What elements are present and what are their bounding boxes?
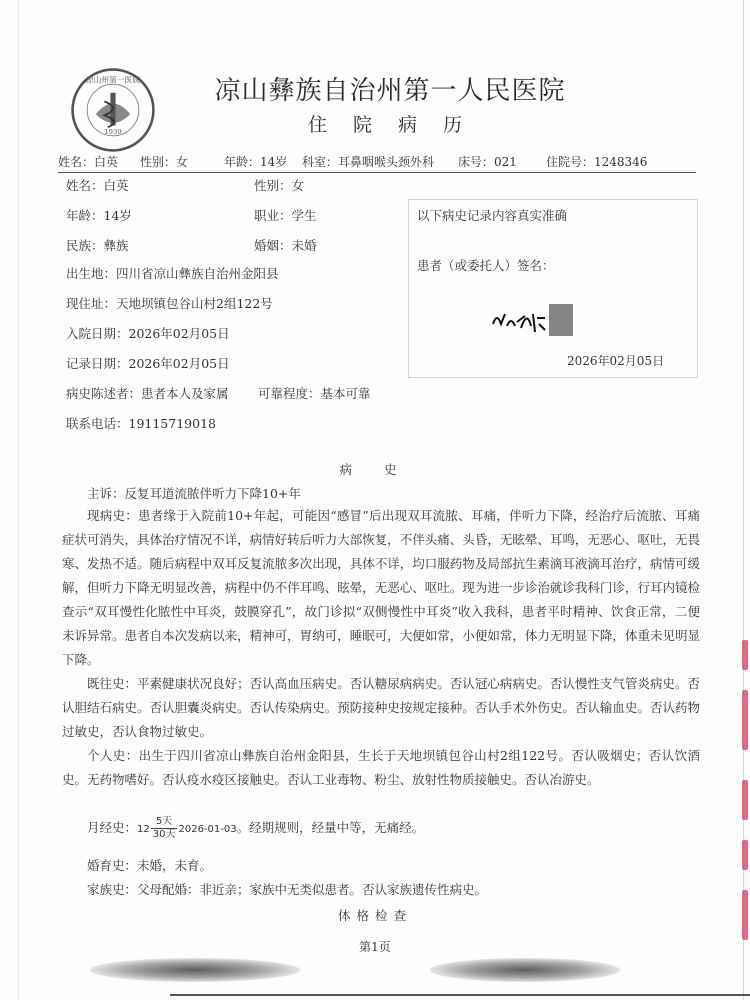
header-bed: 床号：021 — [458, 155, 517, 169]
chief-complaint: 主诉：反复耳道流脓伴听力下降10+年 — [87, 486, 301, 501]
info-marital: 婚姻：未婚 — [254, 238, 317, 253]
header-department: 科室：耳鼻咽喉头颈外科 — [302, 155, 435, 169]
info-age: 年龄：14岁 — [66, 208, 132, 223]
signature-date: 2026年02月05日 — [567, 354, 665, 368]
patient-signature — [491, 302, 581, 338]
patient-header-row — [58, 153, 696, 173]
page-bottom-edge — [170, 994, 750, 996]
svg-text:凉山州第一医院: 凉山州第一医院 — [85, 75, 141, 85]
info-birthplace: 出生地：四川省凉山彝族自治州金阳县 — [66, 266, 279, 281]
menstrual-duration: 5天 — [151, 816, 178, 829]
header-name: 姓名：白英 — [58, 155, 119, 169]
menarche-age: 12 — [137, 824, 150, 835]
signature-label: 患者（或委托人）签名： — [417, 258, 555, 273]
info-address: 现住址：天地坝镇包谷山村2组122号 — [66, 296, 273, 311]
menstrual-history — [87, 816, 424, 841]
header-age: 年龄：14岁 — [224, 155, 288, 169]
info-phone: 联系电话：19115719018 — [66, 416, 216, 431]
hospital-logo — [70, 67, 156, 153]
info-gender: 性别：女 — [254, 178, 305, 193]
red-stamp-mark — [742, 690, 748, 750]
signature-box — [408, 199, 698, 378]
marriage-history: 婚育史：未婚，未育。 — [87, 858, 213, 873]
page-left-edge — [18, 0, 19, 1000]
menstrual-label: 月经史： — [87, 820, 138, 835]
scan-smudge-left — [90, 958, 300, 982]
info-name: 姓名：白英 — [66, 178, 129, 193]
red-stamp-mark — [742, 640, 748, 670]
hospital-name: 凉山彝族自治州第一人民医院 — [214, 76, 566, 106]
header-admission-no: 住院号：1248346 — [546, 155, 648, 169]
info-admission-date: 入院日期：2026年02月05日 — [66, 326, 230, 341]
personal-history: 个人史：出生于四川省凉山彝族自治州金阳县，生长于天地坝镇包谷山村2组122号。否认吸烟史；否认饮酒史。无药物嗜好。否认疫水疫区接触史。否认工业毒物、粉尘、放射性物质接触史。否认冶游史。 — [62, 748, 700, 787]
info-reliability: 可靠程度：基本可靠 — [258, 386, 371, 401]
document-title: 住 院 病 历 — [307, 114, 473, 136]
family-history: 家族史：父母配婚：非近亲；家族中无类似患者。否认家族遗传性病史。 — [87, 882, 488, 897]
red-stamp-mark — [742, 890, 748, 940]
menstrual-cycle: 30天 — [152, 829, 176, 840]
red-stamp-mark — [742, 780, 748, 820]
history-section-title: 病 史 — [339, 462, 411, 477]
signature-statement: 以下病史记录内容真实准确 — [417, 208, 568, 223]
svg-text:1939: 1939 — [104, 128, 122, 137]
header-gender: 性别：女 — [140, 155, 189, 169]
info-ethnicity: 民族：彝族 — [66, 238, 129, 253]
exam-section-title: 体格检查 — [337, 908, 412, 923]
menstrual-fraction — [151, 816, 178, 841]
menstrual-rest: 。经期规则，经量中等，无痛经。 — [236, 820, 425, 835]
info-occupation: 职业：学生 — [254, 208, 317, 223]
page-number: 第1页 — [359, 940, 391, 954]
past-history: 既往史：平素健康状况良好；否认高血压病史。否认糖尿病病史。否认冠心病病史。否认慢性支气管炎病史。否认胆结石病史。否认胆囊炎病史。否认传染病史。预防接种史按规定接种。否认手术外伤史。否认输血史。否认药物过敏史，否认食物过敏史。 — [62, 676, 700, 739]
info-narrator: 病史陈述者：患者本人及家属 — [66, 386, 229, 401]
info-record-date: 记录日期：2026年02月05日 — [66, 356, 230, 371]
present-illness: 现病史：患者缘于入院前10+年起，可能因“感冒”后出现双耳流脓、耳痛，伴听力下降，经治疗后流脓、耳痛症状可消失，具体治疗情况不详，病情好转后听力大部恢复，不伴头痛、头昏，无眩晕、耳鸣，无恶心、呕吐，无畏寒、发热不适。随后病程中双耳反复流脓多次出现，具体不详，均口服药物及局部抗生素滴耳液滴耳治疗，病情可缓解，但听力下降无明显改善，病程中仍不伴耳鸣、眩晕，无恶心、呕吐。现为进一步诊治就诊我科门诊，行耳内镜检查示“双耳慢性化脓性中耳炎，鼓膜穿孔”，故门诊拟“双侧慢性中耳炎”收入我科，患者平时精神、饮食正常，二便未诉异常。患者自本次发病以来，精神可，胃纳可，睡眠可，大便如常，小便如常，体力无明显下降，体重未见明显下降。 — [62, 508, 700, 667]
red-stamp-mark — [742, 840, 748, 870]
menstrual-lmp: 2026-01-03 — [178, 824, 237, 835]
scan-smudge-right — [430, 958, 620, 982]
